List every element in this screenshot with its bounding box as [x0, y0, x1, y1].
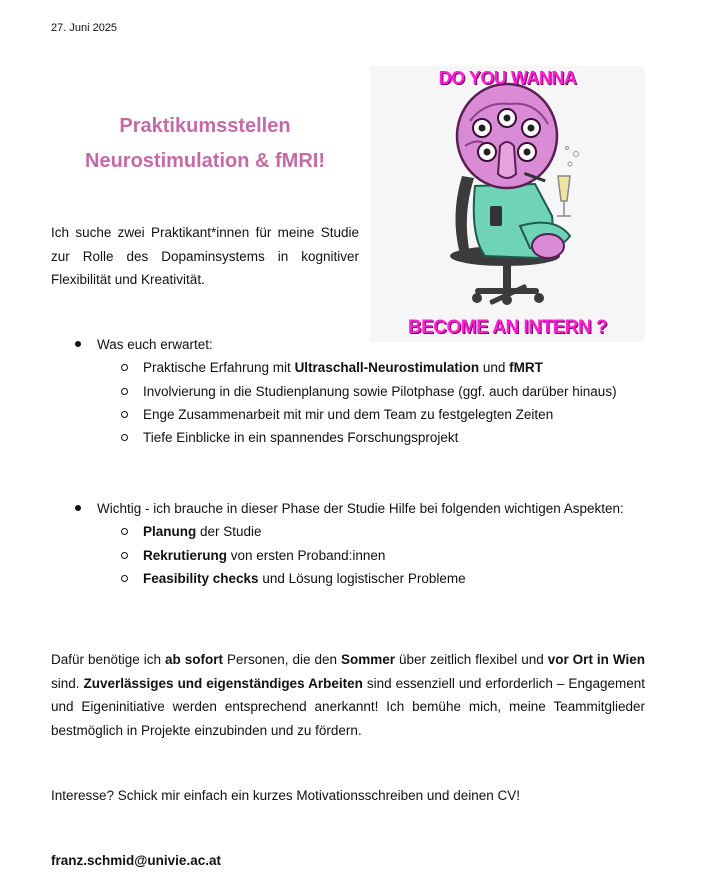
- bullet-icon: [75, 505, 81, 511]
- item-bold: Feasibility checks: [143, 570, 259, 586]
- item-bold: Rekrutierung: [143, 547, 228, 563]
- help-heading: Wichtig - ich brauche in dieser Phase der Studie Hilfe bei folgenden wichtigen Aspekten:: [97, 501, 624, 516]
- circle-bullet-icon: [121, 411, 128, 418]
- item-text: und: [479, 360, 510, 376]
- circle-bullet-icon: [121, 575, 128, 582]
- item-bold: Planung: [143, 524, 197, 540]
- circle-bullet-icon: [121, 364, 128, 371]
- item-bold: fMRT: [509, 360, 543, 376]
- intro-paragraph: Ich suche zwei Praktikant*innen für meine Studie zur Rolle des Dopaminsystems in kognitiver Flexibilität und Kreativität.: [51, 225, 359, 287]
- circle-bullet-icon: [121, 388, 128, 395]
- item-text: Tiefe Einblicke in ein spannendes Forschungsprojekt: [143, 430, 459, 446]
- poster-top-text: DO YOU WANNA: [438, 68, 577, 88]
- page-title: [51, 109, 359, 179]
- item-text: Involvierung in die Studienplanung sowie Pilotphase (ggf. auch darüber hinaus): [143, 383, 617, 399]
- list-item: [51, 544, 645, 567]
- circle-bullet-icon: [121, 434, 128, 441]
- document-date: 27. Juni 2025: [51, 22, 118, 34]
- title-line-2: Neurostimulation & fMRI!: [85, 150, 325, 172]
- para-bold: Zuverlässiges und eigenständiges Arbeiten: [83, 675, 363, 691]
- poster-bottom-text: BECOME AN INTERN ?: [407, 317, 608, 338]
- para-text: über zeitlich flexibel und: [395, 652, 548, 667]
- list-item: [51, 567, 645, 590]
- intern-poster-image: [370, 66, 645, 342]
- para-text: sind.: [51, 675, 84, 691]
- item-bold: Ultraschall-Neurostimulation: [294, 360, 480, 376]
- list-item: [51, 520, 645, 543]
- item-text: und Lösung logistischer Probleme: [258, 570, 466, 586]
- bullet-icon: [75, 341, 81, 347]
- item-text: der Studie: [196, 524, 262, 540]
- bullet-item: [51, 497, 645, 520]
- call-to-action: Interesse? Schick mir einfach ein kurzes Motivationsschreiben und deinen CV!: [51, 788, 520, 803]
- title-line-1: Praktikumsstellen: [119, 115, 291, 137]
- circle-bullet-icon: [121, 528, 128, 535]
- list-item: [51, 426, 645, 449]
- list-item: [51, 380, 645, 403]
- help-section: [51, 497, 645, 590]
- item-text: Praktische Erfahrung mit: [143, 360, 295, 376]
- para-text: Personen, die den: [222, 652, 341, 667]
- list-item: [51, 403, 645, 426]
- para-text: sind essenziell und erforderlich – Engagement und Eigeninitiative werden entsprechend anerkannt! Ich bemühe mich, meine Teammitglieder bestmöglich in Projekte einzubinden und zu fördern.: [51, 675, 645, 738]
- expectations-heading: Was euch erwartet:: [97, 337, 213, 352]
- requirements-paragraph: [51, 648, 645, 742]
- para-bold: ab sofort: [165, 652, 223, 667]
- bullet-item: [51, 333, 645, 356]
- item-text: von ersten Proband:innen: [227, 547, 386, 563]
- para-bold: Sommer: [340, 652, 395, 667]
- brain-character-illustration: [370, 66, 645, 342]
- champagne-glass: [557, 176, 571, 216]
- list-item: [51, 356, 645, 379]
- item-text: Enge Zusammenarbeit mit mir und dem Team zu festgelegten Zeiten: [143, 406, 554, 422]
- para-text: Dafür benötige ich: [51, 652, 165, 667]
- contact-email[interactable]: franz.schmid@univie.ac.at: [51, 853, 221, 868]
- expectations-section: [51, 333, 645, 449]
- circle-bullet-icon: [121, 552, 128, 559]
- para-bold: vor Ort in Wien: [547, 652, 646, 667]
